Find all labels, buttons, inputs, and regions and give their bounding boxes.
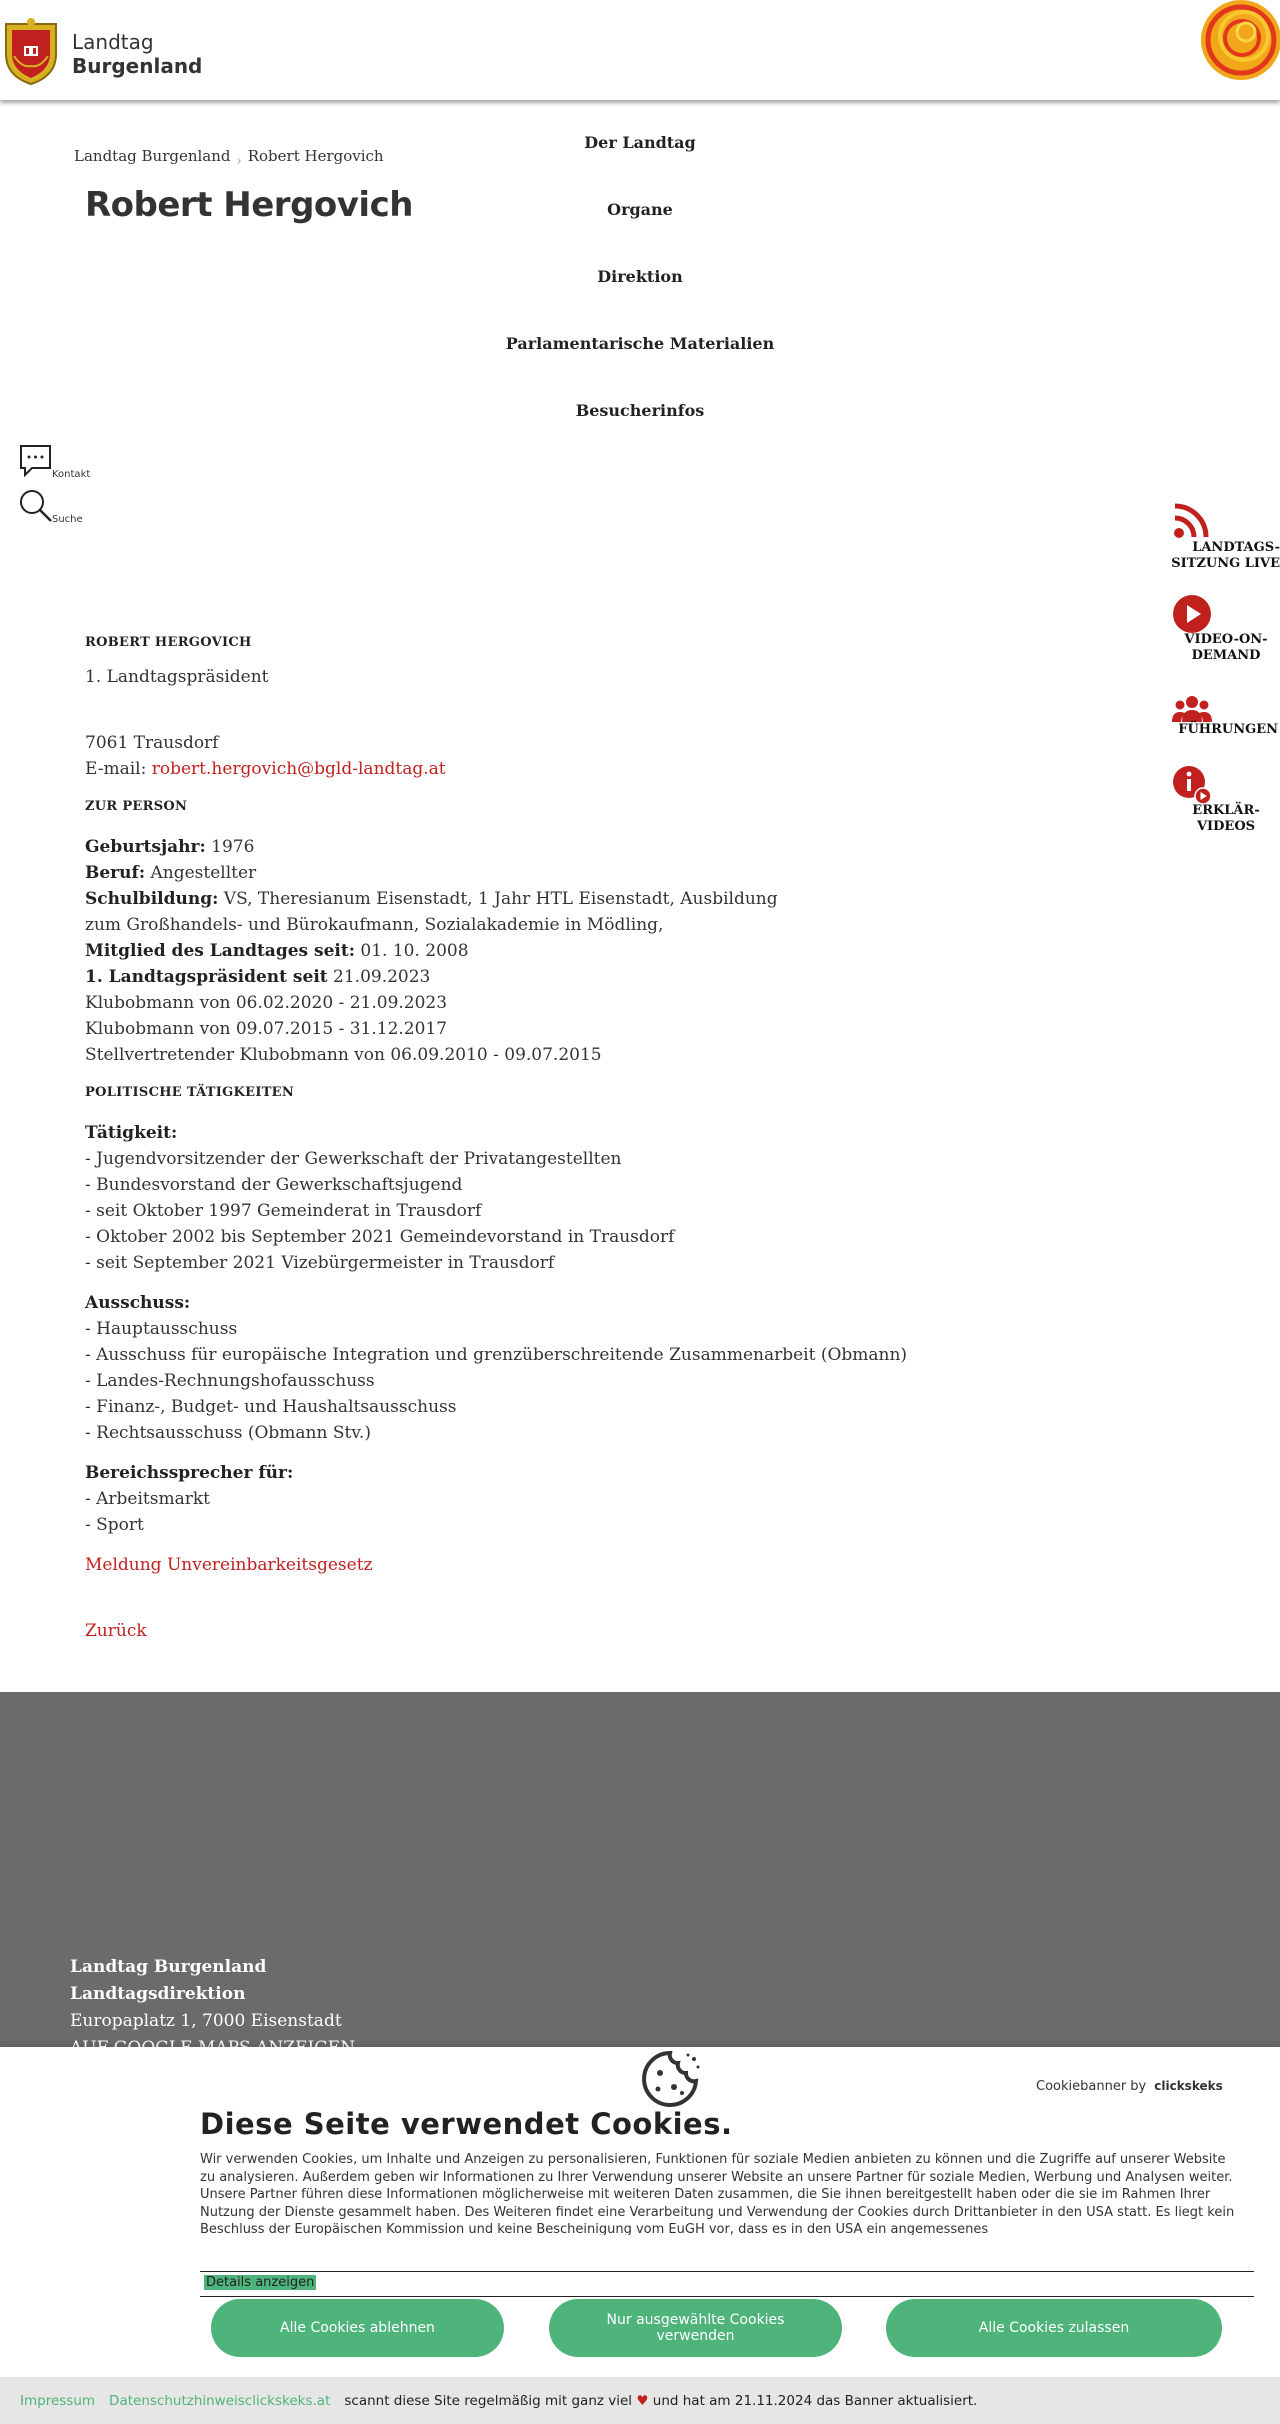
accept-all-button[interactable]: Alle Cookies zulassen xyxy=(886,2299,1222,2357)
president-row: 1. Landtagspräsident seit 21.09.2023 xyxy=(85,967,431,987)
cookie-icon xyxy=(638,2049,702,2109)
list-item: - Landes-Rechnungshofausschuss xyxy=(85,1371,375,1391)
nav-item-der-landtag[interactable]: Der Landtag xyxy=(584,133,696,152)
main-navigation xyxy=(440,127,840,462)
birth-row: Geburtsjahr: 1976 xyxy=(85,837,255,857)
quicklink-label: LANDTAGS- SITZUNG LIVE xyxy=(1171,540,1280,571)
section-zur-person: ZUR PERSON xyxy=(85,799,188,814)
klub-row-1: Klubobmann von 06.02.2020 - 21.09.2023 xyxy=(85,993,448,1013)
list-item: - Oktober 2002 bis September 2021 Gemeindevorstand in Trausdorf xyxy=(85,1227,675,1247)
coat-of-arms-icon[interactable] xyxy=(2,16,60,86)
nav-item-organe[interactable]: Organe xyxy=(607,200,673,219)
sun-logo-icon[interactable] xyxy=(1198,0,1280,80)
footer-line-3: Europaplatz 1, 7000 Eisenstadt xyxy=(70,2011,342,2031)
profile-email-row: E-mail: robert.hergovich@bgld-landtag.at xyxy=(85,759,446,779)
info-video-icon xyxy=(1172,765,1212,805)
site-header xyxy=(0,0,1280,100)
heart-icon: ♥ xyxy=(636,2393,649,2409)
committee-block xyxy=(85,1290,945,1446)
rss-icon xyxy=(1172,500,1212,540)
list-item: - Hauptausschuss xyxy=(85,1319,238,1339)
list-item: - Finanz-, Budget- und Haushaltsausschuss xyxy=(85,1397,457,1417)
klub-row-2: Klubobmann von 09.07.2015 - 31.12.2017 xyxy=(85,1019,448,1039)
klub-row-3: Stellvertretender Klubobmann von 06.09.2010 - 09.07.2015 xyxy=(85,1045,602,1065)
cookiebanner-by: Cookiebanner by clickskeks xyxy=(1036,2079,1223,2094)
quicklink-label: VIDEO-ON- DEMAND xyxy=(1184,632,1268,663)
search-link[interactable] xyxy=(18,488,83,525)
activity-block xyxy=(85,1120,945,1276)
contact-label: Kontakt xyxy=(52,469,91,480)
quicklink-erklaervideos[interactable] xyxy=(1166,765,1280,835)
incompatibility-link[interactable]: Meldung Unvereinbarkeitsgesetz xyxy=(85,1555,373,1575)
cookie-title: Diese Seite verwendet Cookies. xyxy=(200,2107,733,2141)
list-item: - Arbeitsmarkt xyxy=(85,1489,211,1509)
activity-label: Tätigkeit: xyxy=(85,1123,178,1143)
committee-label: Ausschuss: xyxy=(85,1293,191,1313)
cookie-text: Wir verwenden Cookies, um Inhalte und Anzeigen zu personalisieren, Funktionen für soziale Medien anbieten zu können und die Zugriffe auf unserer Website zu analysieren. Außerdem geben wir Informationen zu Ihrer Verwendung unserer Website an unsere Partner für soziale Medien, Werbung und Analysen weiter. Unsere Partner führen diese Informationen möglicherweise mit weiteren Daten zusammen, die Sie ihnen bereitgestellt haben oder die sie im Rahmen Ihrer Nutzung der Dienste gesammelt haben. Des Weiteren findet eine Verarbeitung und Verwendung der Cookies durch Drittanbieter in den USA statt. Es liegt kein Beschluss der Europäischen Kommission und keine Bescheinigung vom EuGH vor, dass es in den USA ein angemessenes xyxy=(200,2152,1235,2235)
profile-address: 7061 Trausdorf xyxy=(85,733,219,753)
school-row: Schulbildung: VS, Theresianum Eisenstadt, 1 Jahr HTL Eisenstadt, Ausbildung zum Großhandels- und Bürokaufmann, Sozialakademie in Mödling, xyxy=(85,889,778,935)
footer-line-1: Landtag Burgenland xyxy=(70,1957,267,1977)
cookie-banner xyxy=(0,2047,1280,2377)
profile-name-heading: ROBERT HERGOVICH xyxy=(85,635,252,650)
quicklink-fuehrungen[interactable] xyxy=(1166,690,1280,740)
speaker-block xyxy=(85,1460,945,1538)
breadcrumb-separator-icon: › xyxy=(236,154,242,169)
impressum-link[interactable]: Impressum xyxy=(20,2393,96,2409)
nav-item-besucherinfos[interactable]: Besucherinfos xyxy=(575,401,705,420)
accept-selected-button[interactable]: Nur ausgewählte Cookies verwenden xyxy=(549,2299,842,2357)
email-link[interactable]: robert.hergovich@bgld-landtag.at xyxy=(151,759,446,779)
logo-line-1: Landtag xyxy=(72,30,154,54)
page-title: Robert Hergovich xyxy=(85,185,413,225)
site-logo-text[interactable] xyxy=(72,30,202,78)
magnifier-icon xyxy=(18,488,54,524)
nav-item-direktion[interactable]: Direktion xyxy=(597,267,683,286)
cookie-info-bar: Impressum Datenschutzhinweisclickskeks.at scannt diese Site regelmäßig mit ganz viel ♥ und hat am 21.11.2024 das Banner aktualisiert. xyxy=(0,2377,1280,2424)
chat-bubble-icon xyxy=(18,443,54,479)
quicklink-video-on-demand[interactable] xyxy=(1166,594,1280,674)
breadcrumb-home[interactable]: Landtag Burgenland xyxy=(74,147,231,165)
list-item: - Jugendvorsitzender der Gewerkschaft der Privatangestellten xyxy=(85,1149,622,1169)
list-item: - Rechtsausschuss (Obmann Stv.) xyxy=(85,1423,371,1443)
breadcrumb xyxy=(74,147,384,169)
list-item: - Sport xyxy=(85,1515,144,1535)
reject-all-button[interactable]: Alle Cookies ablehnen xyxy=(211,2299,504,2357)
quicklink-label: FÜHRUNGEN xyxy=(1178,722,1278,737)
list-item: - Bundesvorstand der Gewerkschaftsjugend xyxy=(85,1175,463,1195)
clickskeks-logo[interactable]: clickskeks xyxy=(1154,2079,1223,2093)
details-toggle[interactable]: Details anzeigen xyxy=(206,2275,315,2290)
footer-address xyxy=(70,1954,355,2062)
profile-role: 1. Landtagspräsident xyxy=(85,667,269,687)
list-item: - seit Oktober 1997 Gemeinderat in Trausdorf xyxy=(85,1201,482,1221)
nav-item-parlamentarische-materialien[interactable]: Parlamentarische Materialien xyxy=(505,334,775,353)
logo-line-2: Burgenland xyxy=(72,54,203,78)
back-link[interactable]: Zurück xyxy=(85,1621,147,1641)
quicklink-label: ERKLÄR- VIDEOS xyxy=(1192,803,1260,834)
member-row: Mitglied des Landtages seit: 01. 10. 2008 xyxy=(85,941,469,961)
quicklink-landtagssitzung-live[interactable] xyxy=(1166,500,1280,580)
profile-content xyxy=(85,630,945,1644)
list-item: - Ausschuss für europäische Integration und grenzüberschreitende Zusammenarbeit (Obmann) xyxy=(85,1345,908,1365)
divider xyxy=(200,2271,1254,2272)
search-label: Suche xyxy=(52,514,83,525)
job-row: Beruf: Angestellter xyxy=(85,863,257,883)
breadcrumb-current: Robert Hergovich xyxy=(247,147,384,165)
speaker-label: Bereichssprecher für: xyxy=(85,1463,294,1483)
section-politische-taetigkeiten: POLITISCHE TÄTIGKEITEN xyxy=(85,1085,295,1100)
privacy-link[interactable]: Datenschutzhinweisclickskeks.at xyxy=(109,2393,331,2409)
list-item: - seit September 2021 Vizebürgermeister in Trausdorf xyxy=(85,1253,555,1273)
contact-link[interactable] xyxy=(18,443,91,480)
play-icon xyxy=(1172,594,1212,634)
footer-line-2: Landtagsdirektion xyxy=(70,1984,246,2004)
divider xyxy=(200,2296,1254,2297)
